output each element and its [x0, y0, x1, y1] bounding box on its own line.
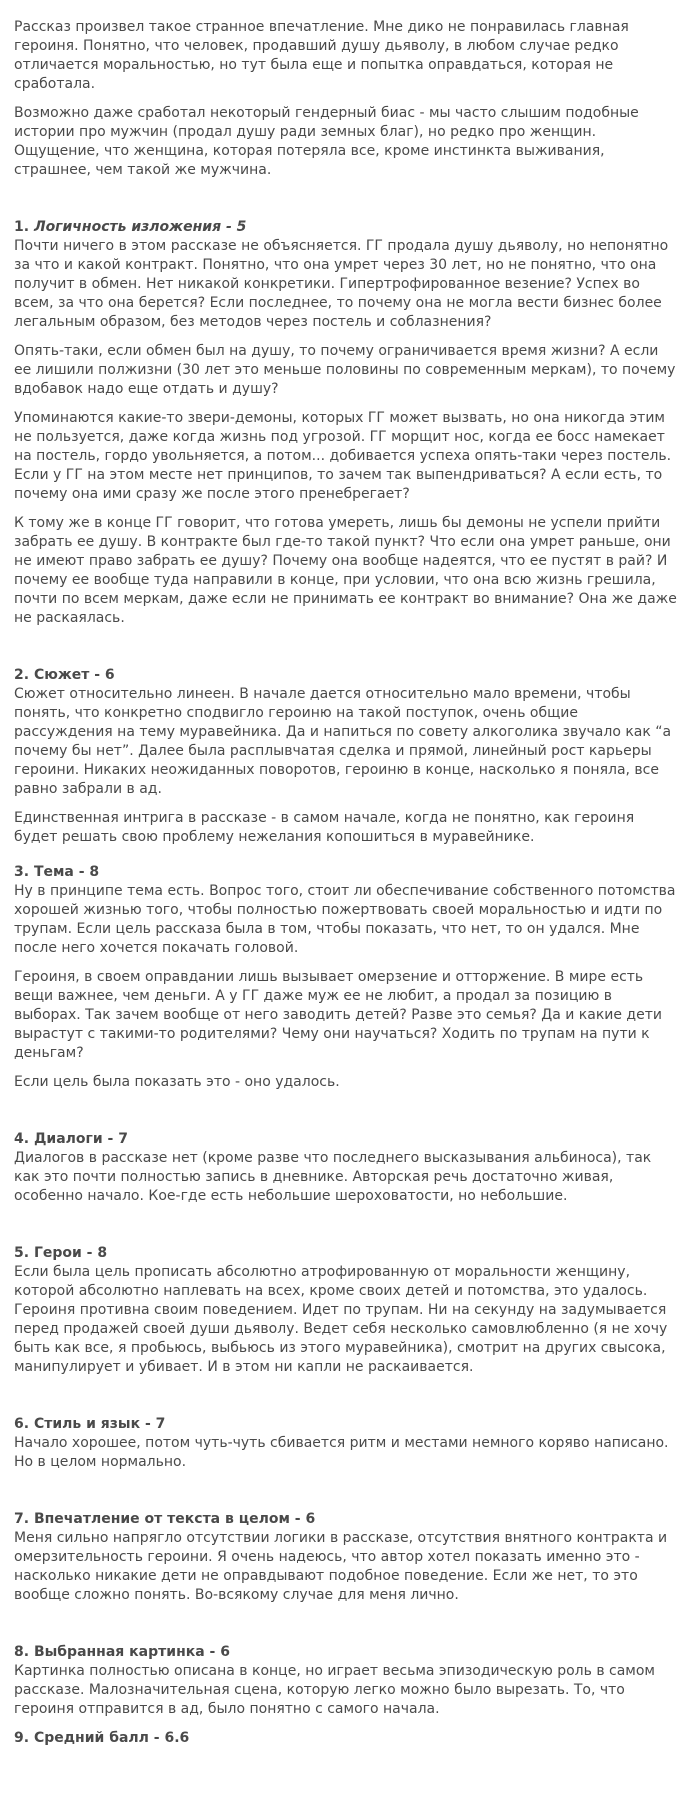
section-paragraph: К тому же в конце ГГ говорит, что готова умереть, лишь бы демоны не успели прийти забрать ее душу. В контракте был где-то такой пункт? Что если она умрет раньше, они не имеют право забрать ее душу? Почему она вообще надеятся, что ее пустят в рай? И почему ее вообще туда направили в конце, при условии, что она всю жизнь грешила, почти по всем меркам, даже если не принимать ее контракт во внимание? Она же даже не раскаялась. — [14, 515, 677, 626]
section-title: Выбранная картинка - 6 — [33, 1644, 230, 1660]
section-number: 4. — [14, 1131, 30, 1147]
section-number: 7. — [14, 1511, 30, 1527]
section-paragraph: Начало хорошее, потом чуть-чуть сбивается ритм и местами немного коряво написано. Но в целом нормально. — [14, 1435, 669, 1470]
section-heading — [14, 218, 680, 237]
section-title: Диалоги - 7 — [33, 1131, 128, 1147]
section-paragraph: Если цель была показать это - оно удалось. — [14, 1074, 340, 1090]
section-heading — [14, 863, 680, 882]
intro-paragraph-2: Возможно даже сработал некоторый гендерный биас - мы часто слышим подобные истории про мужчин (продал душу ради земных благ), но редко про женщин. Ощущение, что женщина, которая потеряла все, кроме инстинкта выживания, страшнее, чем такой же мужчина. — [14, 105, 639, 178]
section-plot — [14, 666, 680, 847]
section-paragraph: Меня сильно напрягло отсутствии логики в рассказе, отсутствия внятного контракта и омерзительность героини. Я очень надеюсь, что автор хотел показать именно это - насколько никакие дети не оправдывают подобное поведение. Если же нет, то это вообще сложно понять. Во-всякому случае для меня лично. — [14, 1530, 668, 1603]
section-heading — [14, 1130, 680, 1149]
section-characters — [14, 1244, 680, 1377]
section-heading — [14, 1510, 680, 1529]
section-number: 2. — [14, 667, 30, 683]
section-title: Логичность изложения - 5 — [33, 219, 247, 235]
section-paragraph: Почти ничего в этом рассказе не объясняется. ГГ продала душу дьяволу, но непонятно за что и какой контракт. Понятно, что она умрет через 30 лет, но не понятно, что она получит в обмен. Нет никакой конкретики. Гипертрофированное везение? Успех во всем, за что она берется? Если последнее, то почему она не могла вести бизнес более легальным образом, без методов через постель и соблазнения? — [14, 238, 669, 330]
section-heading — [14, 1415, 680, 1434]
section-paragraph: Сюжет относительно линеен. В начале дается относительно мало времени, чтобы понять, что конкретно сподвигло героиню на такой поступок, очень общие рассуждения на тему муравейника. Да и напиться по совету алкоголика звучало как “а почему бы нет”. Далее была расплывчатая сделка и прямой, линейный рост карьеры героини. Никаких неожиданных поворотов, героиню в конце, насколько я поняла, все равно забрали в ад. — [14, 686, 672, 797]
section-number: 1. — [14, 219, 30, 235]
section-paragraph: Единственная интрига в рассказе - в самом начале, когда не понятно, как героиня будет решать свою проблему нежелания копошиться в муравейнике. — [14, 810, 635, 845]
section-number: 6. — [14, 1416, 30, 1432]
section-heading — [14, 666, 680, 685]
section-title: Тема - 8 — [33, 864, 100, 880]
section-paragraph: Диалогов в рассказе нет (кроме разве что последнего высказывания альбиноса), так как это почти полностью запись в дневнике. Авторская речь достаточно живая, особенно начало. Кое-где есть небольшие шероховатости, но небольшие. — [14, 1150, 652, 1204]
section-logic — [14, 218, 680, 628]
section-heading — [14, 1643, 680, 1662]
section-paragraph: Картинка полностью описана в конце, но играет весьма эпизодическую роль в самом рассказе. Малозначительная сцена, которую легко можно было вырезать. То, что героиня отправится в ад, было понятно с самого начала. — [14, 1663, 655, 1717]
section-paragraph: Героиня, в своем оправдании лишь вызывает омерзение и отторжение. В мире есть вещи важнее, чем деньги. А у ГГ даже муж ее не любит, а продал за позицию в выборах. Так зачем вообще от него заводить детей? Разве это семья? Да и какие дети вырастут с такими-то родителями? Чему они научаться? Ходить по трупам на пути к деньгам? — [14, 969, 662, 1061]
section-impression — [14, 1510, 680, 1605]
section-number: 9. — [14, 1730, 30, 1746]
section-heading — [14, 1244, 680, 1263]
section-paragraph: Ну в принципе тема есть. Вопрос того, стоит ли обеспечивание собственного потомства хорошей жизнью того, чтобы полностью пожертвовать своей моральностью и идти по трупам. Если цель рассказа была в том, чтобы показать, что нет, то он удался. Мне после него хочется покачать головой. — [14, 883, 676, 956]
section-title: Средний балл - 6.6 — [33, 1730, 190, 1746]
section-number: 5. — [14, 1245, 30, 1261]
section-picture — [14, 1643, 680, 1719]
section-title: Герои - 8 — [33, 1245, 108, 1261]
section-paragraph: Если была цель прописать абсолютно атрофированную от моральности женщину, которой абсолютно наплевать на всех, кроме своих детей и потомства, это удалось. Героиня противна своим поведением. Идет по трупам. Ни на секунду на задумывается перед продажей своей души дьяволу. Ведет себя несколько самовлюбленно (я не хочу быть как все, я пробьюсь, выбьюсь из этого муравейника), смотрит на других свысока, манипулирует и убивает. И в этом ни капли не раскаивается. — [14, 1264, 668, 1375]
section-average-score — [14, 1729, 680, 1748]
section-title: Впечатление от текста в целом - 6 — [33, 1511, 316, 1527]
section-title: Сюжет - 6 — [33, 667, 115, 683]
section-style — [14, 1415, 680, 1472]
intro-paragraph-1: Рассказ произвел такое странное впечатление. Мне дико не понравилась главная героиня. Понятно, что человек, продавший душу дьяволу, в любом случае редко отличается моральностью, но тут была еще и попытка оправдаться, которая не сработала. — [14, 19, 629, 92]
section-paragraph: Упоминаются какие-то звери-демоны, которых ГГ может вызвать, но она никогда этим не пользуется, даже когда жизнь под угрозой. ГГ морщит нос, когда ее босс намекает на постель, гордо увольняется, а потом... добивается успеха опять-таки через постель. Если у ГГ на этом месте нет принципов, то зачем так выпендриваться? А если есть, то почему она ими сразу же после этого пренебрегает? — [14, 410, 672, 502]
section-dialogues — [14, 1130, 680, 1206]
section-paragraph: Опять-таки, если обмен был на душу, то почему ограничивается время жизни? А если ее лишили полжизни (30 лет это меньше половины по современным меркам), то почему вдобавок надо еще отдать и душу? — [14, 343, 676, 397]
section-theme — [14, 863, 680, 1092]
section-heading — [14, 1729, 680, 1748]
section-number: 8. — [14, 1644, 30, 1660]
section-title: Стиль и язык - 7 — [33, 1416, 166, 1432]
section-number: 3. — [14, 864, 30, 880]
intro — [14, 18, 680, 180]
